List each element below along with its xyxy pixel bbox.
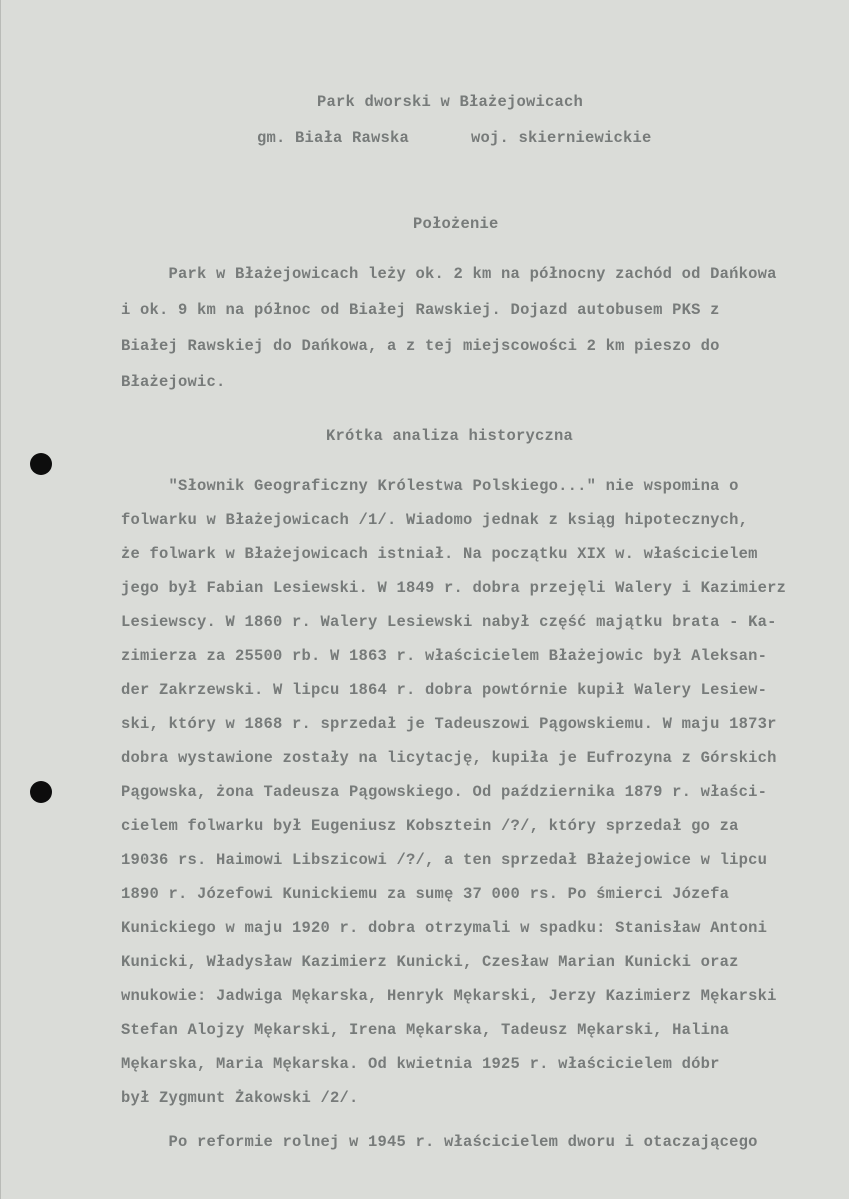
text-line: Białej Rawskiej do Dańkowa, a z tej miejscowości 2 km pieszo do — [121, 337, 720, 355]
punch-hole-top — [30, 453, 52, 475]
text-line: Błażejowic. — [121, 373, 226, 391]
text-line: i ok. 9 km na północ od Białej Rawskiej. Dojazd autobusem PKS z — [121, 301, 720, 319]
text-line: Park w Błażejowicach leży ok. 2 km na północny zachód od Dańkowa — [121, 265, 777, 283]
text-line: der Zakrzewski. W lipcu 1864 r. dobra powtórnie kupił Walery Lesiew- — [121, 681, 768, 699]
text-line: Pągowska, żona Tadeusza Pągowskiego. Od października 1879 r. właści- — [121, 783, 768, 801]
text-line: Po reformie rolnej w 1945 r. właścicielem dworu i otaczającego — [121, 1133, 758, 1151]
text-line: zimierza za 25500 rb. W 1863 r. właścicielem Błażejowic był Aleksan- — [121, 647, 768, 665]
gmina-label: gm. Biała Rawska — [257, 129, 410, 147]
punch-hole-bottom — [30, 781, 52, 803]
text-line: Mękarska, Maria Mękarska. Od kwietnia 1925 r. właścicielem dóbr — [121, 1055, 720, 1073]
section-heading-history: Krótka analiza historyczna — [326, 427, 574, 445]
text-line: 1890 r. Józefowi Kunickiemu za sumę 37 000 rs. Po śmierci Józefa — [121, 885, 730, 903]
text-line: "Słownik Geograficzny Królestwa Polskiego..." nie wspomina o — [121, 477, 739, 495]
document-title: Park dworski w Błażejowicach — [317, 93, 584, 111]
text-line: 19036 rs. Haimowi Libszicowi /?/, a ten sprzedał Błażejowice w lipcu — [121, 851, 768, 869]
text-line: wnukowie: Jadwiga Mękarska, Henryk Mękarski, Jerzy Kazimierz Mękarski — [121, 987, 777, 1005]
text-line: ski, który w 1868 r. sprzedał je Tadeuszowi Pągowskiemu. W maju 1873r — [121, 715, 777, 733]
section-heading-location: Położenie — [413, 215, 499, 233]
text-line: Stefan Alojzy Mękarski, Irena Mękarska, Tadeusz Mękarski, Halina — [121, 1021, 730, 1039]
text-line: folwarku w Błażejowicach /1/. Wiadomo jednak z ksiąg hipotecznych, — [121, 511, 749, 529]
text-line: Kunickiego w maju 1920 r. dobra otrzymali w spadku: Stanisław Antoni — [121, 919, 768, 937]
text-line: Kunicki, Władysław Kazimierz Kunicki, Czesław Marian Kunicki oraz — [121, 953, 739, 971]
text-line: Lesiewscy. W 1860 r. Walery Lesiewski nabył część majątku brata - Ka- — [121, 613, 777, 631]
text-line: że folwark w Błażejowicach istniał. Na początku XIX w. właścicielem — [121, 545, 758, 563]
text-line: cielem folwarku był Eugeniusz Kobsztein /?/, który sprzedał go za — [121, 817, 739, 835]
text-line: dobra wystawione zostały na licytację, kupiła je Eufrozyna z Górskich — [121, 749, 777, 767]
text-line: jego był Fabian Lesiewski. W 1849 r. dobra przejęli Walery i Kazimierz — [121, 579, 787, 597]
text-line: był Zygmunt Żakowski /2/. — [121, 1089, 359, 1107]
wojewodztwo-label: woj. skierniewickie — [471, 129, 652, 147]
